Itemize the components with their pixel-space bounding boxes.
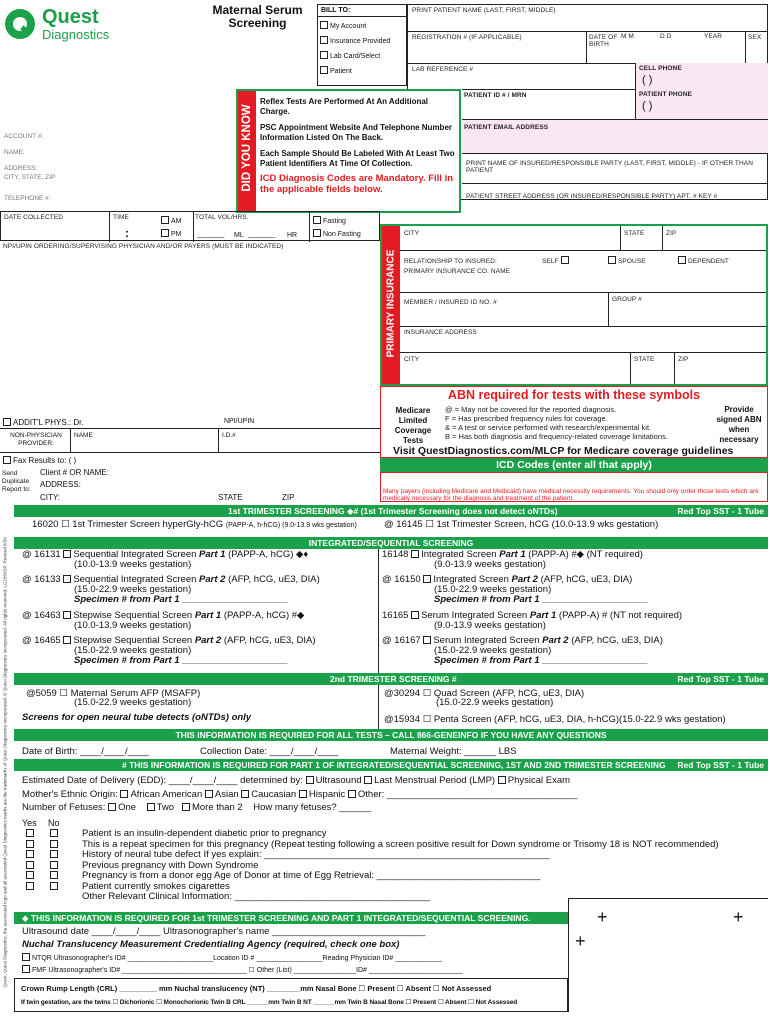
test-gestation: (10.0-13.9 weeks gestation) [74, 620, 192, 631]
no-label: No [48, 818, 60, 828]
test-30294-sub: (15.0-22.9 weeks gestation) [436, 697, 554, 708]
no-checkbox[interactable] [50, 861, 58, 869]
abn-title: ABN required for tests with these symbols [447, 388, 701, 402]
abn-items: @ = May not be covered for the reported diagnosis. F = Has prescribed frequency rules for coverage. & = A test or service performed with research/experimental kit. B = Has both diagnosis and frequency-related coverage limitations. [445, 405, 668, 441]
quest-logo-icon [4, 8, 38, 42]
yesno-text: Patient is an insulin-dependent diabetic prior to pregnancy [82, 828, 327, 839]
patient-email-field[interactable]: PATIENT EMAIL ADDRESS [462, 119, 768, 153]
mat-dob-field[interactable]: Date of Birth: ____/____/____ [22, 746, 149, 757]
checkbox[interactable] [498, 776, 506, 784]
test-part: Part 2 [542, 635, 569, 646]
integrated-left-col [22, 550, 374, 672]
crl-box [14, 978, 568, 1012]
ins-zip-field[interactable]: ZIP [678, 356, 689, 363]
checkbox[interactable] [348, 790, 356, 798]
rel-self[interactable]: SELF [542, 256, 571, 265]
ins-city-field[interactable]: CITY [404, 356, 420, 363]
test-gestation: (9.0-13.9 weeks gestation) [434, 559, 546, 570]
npi-physician-field[interactable]: NPI/UPIN ORDERING/SUPERVISING PHYSICIAN AND/OR PAYERS (MUST BE INDICATED) [3, 243, 284, 250]
checkbox[interactable] [63, 611, 71, 619]
mat-collection-date[interactable]: Collection Date: ____/____/____ [200, 746, 339, 757]
test-name: Stepwise Sequential Screen [73, 635, 193, 646]
edd-field[interactable]: Estimated Date of Delivery (EDD): ____/____/____ determined by: [22, 775, 303, 786]
addtl-phys-field[interactable]: ADDIT'L PHYS.: Dr. [3, 418, 84, 427]
checkbox[interactable] [241, 790, 249, 798]
test-part: Part 2 [511, 574, 538, 585]
account-csz[interactable]: CITY, STATE, ZIP [4, 174, 56, 181]
checkbox[interactable] [608, 256, 616, 264]
checkbox[interactable] [22, 965, 30, 973]
test-5059-sub: (15.0-22.9 weeks gestation) [74, 697, 192, 708]
ontd-note: Screens for open neural tube detects (oNTDs) only [22, 712, 252, 723]
test-name: Sequential Integrated Screen [73, 549, 197, 560]
cell-phone-field[interactable]: CELL PHONE ( ) [635, 63, 768, 89]
req-part1-bar: # THIS INFORMATION IS REQUIRED FOR PART 1 OF INTEGRATED/SEQUENTIAL SCREENING, 1ST AND 2ND TRIMESTER SCREENING Red Top SST - 1 Tube [14, 759, 768, 771]
test-detail: (PAPP-A, hCG) #◆ [223, 610, 305, 621]
insurance-co-field[interactable]: PRIMARY INSURANCE CO. NAME [404, 268, 511, 275]
checkbox[interactable] [3, 456, 11, 464]
yes-checkbox[interactable] [26, 840, 34, 848]
bill-lab-card[interactable]: Lab Card/Select [320, 49, 404, 64]
dob-label: DATE OF BIRTH [589, 34, 618, 48]
twins-row[interactable]: If twin gestation, are the twins ☐ Dichorionic ☐ Monochorionic Twin B CRL ______mm Twin B NT ______mm Twin B Nasal Bone ☐ Present ☐ Absent ☐ Not Assessed [21, 999, 518, 1006]
no-checkbox[interactable] [50, 829, 58, 837]
test-gestation: (10.0-13.9 weeks gestation) [74, 559, 192, 570]
integrated-test[interactable] [382, 611, 766, 631]
account-name[interactable]: NAME: [4, 149, 25, 156]
test-16145[interactable]: @ 16145 ☐ 1st Trimester Screen, hCG (10.0-13.9 wks gestation) [384, 519, 659, 530]
sec1-bar: 1st TRIMESTER SCREENING ◆# (1st Trimester Screening does not detect oNTDs) Red Top SST - 1 Tube [14, 505, 768, 517]
icd-title: ICD Codes (enter all that apply) [380, 458, 768, 472]
checkbox[interactable] [108, 803, 116, 811]
primary-insurance-side: PRIMARY INSURANCE [385, 249, 397, 358]
integrated-test[interactable] [22, 550, 374, 570]
test-name: Integrated Screen [421, 549, 497, 560]
edd-block [22, 775, 768, 814]
dob-year[interactable]: YEAR [704, 33, 723, 40]
abn-box [380, 386, 768, 458]
test-name: Sequential Integrated Screen [73, 574, 197, 585]
patient-info-grid [407, 4, 768, 200]
checkbox[interactable] [63, 636, 71, 644]
send-duplicate-label: Send Duplicate Report to: [2, 470, 31, 493]
did-you-know-box [236, 89, 461, 213]
no-checkbox[interactable] [50, 850, 58, 858]
test-name: Serum Integrated Screen [433, 635, 540, 646]
rel-spouse[interactable]: SPOUSE [608, 256, 646, 265]
test-code: @ 16465 [22, 635, 61, 646]
specimen-field[interactable]: Specimen # from Part 1 ____________________ [74, 594, 288, 605]
test-code: 16148 [382, 549, 409, 560]
test-gestation: (15.0-22.9 weeks gestation) [434, 584, 552, 595]
checkbox[interactable] [205, 790, 213, 798]
no-checkbox[interactable] [50, 882, 58, 890]
checkbox[interactable] [411, 550, 419, 558]
test-detail: (PAPP-A, hCG) ◆♦ [228, 549, 309, 560]
crl-row[interactable]: Crown Rump Length (CRL) _________ mm Nuchal translucency (NT) ________mm Nasal Bone ☐ Present ☐ Absent ☐ Not Assessed [21, 984, 492, 993]
test-code: 16165 [382, 610, 409, 621]
edd-row [22, 775, 768, 787]
ultrasound-block [22, 926, 570, 977]
yesno-text: Pregnancy is from a donor egg Age of Donor at time of Egg Retrieval: _______________________________ [82, 870, 541, 881]
am-option[interactable]: AM [161, 216, 182, 225]
yesno-text: History of neural tube defect If yes explain: ______________________________________________________ [82, 849, 550, 860]
checkbox[interactable] [561, 256, 569, 264]
specimen-field[interactable]: Specimen # from Part 1 ____________________ [434, 594, 648, 605]
patient-name-field[interactable]: PRINT PATIENT NAME (LAST, FIRST, MIDDLE) [412, 7, 556, 14]
form-title [200, 4, 315, 30]
yes-checkbox[interactable] [26, 861, 34, 869]
test-part: Part 1 [529, 610, 557, 621]
bill-my-account[interactable]: My Account [320, 19, 404, 34]
street-address-field[interactable]: PATIENT STREET ADDRESS (OR INSURED/RESPONSIBLE PARTY) APT. # KEY # [466, 193, 718, 200]
test-detail: (PAPP-A) #◆ (NT required) [528, 549, 643, 560]
icd-note: Many payers (including Medicare and Medicaid) have medical necessity requirements. You should only order those tests which are medically necessary for the diagnosis and treatment of the patient. [383, 488, 759, 502]
checkbox[interactable] [320, 36, 328, 44]
lmp-option[interactable]: Last Menstrual Period (LMP) [364, 775, 495, 786]
test-detail: (AFP, hCG, uE3, DIA) [223, 635, 316, 646]
city-field[interactable]: CITY [404, 230, 420, 237]
ntqr-row[interactable]: NTQR Ultrasonographer's ID# ______________________Location ID # _________________Reading Physician ID# ____________ [22, 953, 570, 965]
test-code: @ 16133 [22, 574, 61, 585]
sec2-bar: INTEGRATED/SEQUENTIAL SCREENING [14, 537, 768, 549]
patient-phone-field[interactable]: PATIENT PHONE ( ) [635, 89, 768, 119]
test-gestation: (9.0-13.9 weeks gestation) [434, 620, 546, 631]
relationship-label: RELATIONSHIP TO INSURED: [404, 258, 497, 265]
ethnic-row: Mother's Ethnic Origin: African American Asian Caucasian Hispanic Other: ____________________________________ [22, 789, 578, 800]
checkbox[interactable] [120, 790, 128, 798]
dob-month[interactable]: M M [621, 33, 634, 40]
no-checkbox[interactable] [50, 871, 58, 879]
nonfasting-option[interactable]: Non Fasting [313, 229, 361, 238]
test-detail: (PAPP-A) # (NT not required) [558, 610, 683, 621]
checkbox[interactable] [313, 229, 321, 237]
account-number[interactable]: ACCOUNT #: [4, 133, 44, 140]
nonphysician-label: NON-PHYSICIAN PROVIDER: [10, 432, 62, 447]
checkbox[interactable] [320, 51, 328, 59]
test-part: Part 1 [499, 549, 526, 560]
side-legal-note: Quest, Quest Diagnostics, the associated logo and all associated Quest Diagnostics marks are the trademarks of Quest Diagnostics Incorporated. © Quest Diagnostics Incorporated. All rights reserved. LG1850SP. Revised 6/20 [2, 537, 8, 988]
fmf-row[interactable]: FMF Ultrasonographer's ID# ________________________________ ☐ Other (List) ________________ID# ________________________ [22, 965, 570, 977]
yesno-text: Other Relevant Clinical Information: _____________________________________ [82, 891, 431, 902]
test-detail: (AFP, hCG, uE3, DIA) [540, 574, 633, 585]
checkbox[interactable] [320, 66, 328, 74]
test-16020[interactable]: 16020 ☐ 1st Trimester Screen hyperGly-hCG (PAPP-A, h-hCG) (9.0-13.9 wks gestation) [32, 519, 357, 530]
checkbox[interactable] [182, 803, 190, 811]
us-option[interactable]: Ultrasound [306, 775, 362, 786]
dup-city-field[interactable]: CITY: [40, 493, 61, 502]
no-checkbox[interactable] [50, 840, 58, 848]
checkbox[interactable] [299, 790, 307, 798]
account-address[interactable]: ADDRESS: [4, 165, 38, 172]
yesno-text: This is a repeat specimen for this pregnancy (Repeat testing following a screen positive result for Down syndrome or Trisomy 18 is NOT recommended) [82, 838, 719, 850]
test-name: Integrated Screen [433, 574, 509, 585]
checkbox[interactable] [313, 216, 321, 224]
dyk-item-label: Each Sample Should Be Labeled With At Least Two Patient Identifiers At Time Of Collection. [260, 149, 455, 168]
checkbox[interactable] [22, 953, 30, 961]
ultrasound-date-field[interactable]: Ultrasound date ____/____/____ Ultrasonographer's name _____________________________ [22, 926, 426, 937]
client-field[interactable]: Client # OR NAME: [40, 468, 109, 477]
test-30294[interactable]: @30294 ☐ Quad Screen (AFP, hCG, uE3, DIA) [384, 688, 585, 699]
specimen-field[interactable]: Specimen # from Part 1 ____________________ [434, 655, 648, 666]
bill-to-label: BILL TO: [318, 5, 406, 17]
dyk-item-psc: PSC Appointment Website And Telephone Number Information Listed On The Back. [260, 123, 453, 142]
patient-id-field[interactable]: PATIENT ID # / MRN [464, 92, 527, 99]
bill-patient[interactable]: Patient [320, 64, 404, 79]
nonphys-id-field[interactable]: I.D.# [222, 432, 236, 439]
yes-checkbox[interactable] [26, 829, 34, 837]
test-gestation: (15.0-22.9 weeks gestation) [74, 584, 192, 595]
account-telephone[interactable]: TELEPHONE #: [4, 195, 51, 202]
dup-address-field[interactable]: ADDRESS: [40, 480, 81, 489]
dup-state-field[interactable]: STATE [218, 493, 243, 502]
checkbox[interactable] [147, 803, 155, 811]
test-15934[interactable]: @15934 ☐ Penta Screen (AFP, hCG, uE3, DIA, h-hCG)(15.0-22.9 wks gestation) [384, 714, 726, 725]
addtl-npi-field[interactable]: NPI/UPIN [224, 418, 255, 425]
lab-reference-field[interactable]: LAB REFERENCE # [412, 66, 474, 73]
test-name: Stepwise Sequential Screen [73, 610, 193, 621]
sec3-bar: 2nd TRIMESTER SCREENING # Red Top SST - 1 Tube [14, 673, 768, 685]
account-block [4, 132, 232, 203]
test-detail: (AFP, hCG, uE3, DIA) [228, 574, 320, 585]
dup-zip-field[interactable]: ZIP [282, 493, 295, 502]
checkbox[interactable] [306, 776, 314, 784]
zip-field[interactable]: ZIP [666, 230, 677, 237]
test-gestation: (15.0-22.9 weeks gestation) [74, 645, 192, 656]
test-code: @ 16167 [382, 635, 421, 646]
yes-checkbox[interactable] [26, 850, 34, 858]
abn-url: Visit QuestDiagnostics.com/MLCP for Medicare coverage guidelines [393, 445, 734, 457]
specimen-field[interactable]: Specimen # from Part 1 ____________________ [74, 655, 288, 666]
integrated-test[interactable] [22, 636, 374, 666]
checkbox[interactable] [3, 418, 11, 426]
fax-results-field[interactable]: Fax Results to: ( ) [3, 456, 76, 465]
fasting-option[interactable]: Fasting [313, 216, 346, 225]
bill-to-box [317, 4, 407, 86]
checkbox[interactable] [678, 256, 686, 264]
test-part: Part 1 [194, 610, 222, 621]
bill-insurance[interactable]: Insurance Provided [320, 34, 404, 49]
test-code: @ 16131 [22, 549, 61, 560]
additional-phys-block [0, 416, 380, 506]
integrated-test[interactable] [22, 611, 374, 631]
integrated-right-col [382, 550, 766, 672]
logo-name: Quest [42, 6, 99, 28]
test-code: @ 16463 [22, 610, 61, 621]
abn-left: Medicare Limited Coverage Tests [394, 406, 432, 445]
yes-label: Yes [22, 818, 37, 828]
test-detail: (AFP, hCG, uE3, DIA) [571, 635, 663, 646]
yes-checkbox[interactable] [26, 882, 34, 890]
specimen-label-area: + + + [568, 898, 768, 1012]
sex-field[interactable]: SEX [748, 34, 762, 41]
checkbox[interactable] [423, 575, 431, 583]
test-gestation: (15.0-22.9 weeks gestation) [434, 645, 552, 656]
checkbox[interactable] [63, 550, 71, 558]
yesno-text: Patient currently smokes cigarettes [82, 880, 230, 892]
rel-dependent[interactable]: DEPENDENT [678, 256, 729, 265]
abn-right: Provide signed ABN when necessary [716, 405, 762, 444]
yes-checkbox[interactable] [26, 871, 34, 879]
ins-state-field[interactable]: STATE [634, 356, 655, 363]
date-collected-field[interactable]: DATE COLLECTED [4, 214, 64, 221]
integrated-test[interactable] [22, 575, 374, 605]
checkbox[interactable] [423, 636, 431, 644]
group-field[interactable]: GROUP # [612, 296, 642, 303]
test-part: Part 1 [199, 549, 226, 560]
checkbox[interactable] [161, 216, 169, 224]
integrated-test[interactable] [382, 636, 766, 666]
req-all-bar: THIS INFORMATION IS REQUIRED FOR ALL TESTS – CALL 866-GENEINFO IF YOU HAVE ANY QUESTIONS [14, 729, 768, 741]
req-1st-bar: ◆ THIS INFORMATION IS REQUIRED FOR 1st TRIMESTER SCREENING AND PART 1 INTEGRATED/SEQUENTIAL SCREENING. [14, 912, 568, 924]
test-part: Part 2 [199, 574, 226, 585]
checkbox[interactable] [364, 776, 372, 784]
registration-field[interactable]: REGISTRATION # (IF APPLICABLE) [412, 34, 522, 41]
checkbox[interactable] [411, 611, 419, 619]
title-line1: Maternal Serum [212, 3, 303, 17]
test-name: Serum Integrated Screen [421, 610, 528, 621]
checkbox[interactable] [161, 229, 169, 237]
yesno-list [26, 829, 766, 903]
did-you-know-side: DID YOU KNOW [241, 104, 253, 192]
integrated-test[interactable] [382, 550, 766, 570]
quest-logo [4, 6, 134, 46]
logo-name2: Diagnostics [42, 27, 110, 42]
insurance-address-field[interactable]: INSURANCE ADDRESS [404, 329, 477, 336]
pe-option[interactable]: Physical Exam [498, 775, 570, 786]
integrated-test[interactable] [382, 575, 766, 605]
total-vol-field[interactable]: TOTAL VOL/HRS. [195, 214, 249, 221]
dyk-item-icd: ICD Diagnosis Codes are Mandatory. Fill in the applicable fields below. [260, 173, 454, 195]
pm-option[interactable]: PM [161, 229, 182, 238]
agency-label: Nuchal Translucency Measurement Credentialing Agency (required, check one box) [22, 939, 400, 950]
mat-weight-field[interactable]: Maternal Weight: ______ LBS [390, 746, 517, 757]
test-part: Part 2 [194, 635, 222, 646]
member-id-field[interactable]: MEMBER / INSURED ID NO. # [404, 299, 497, 306]
nonphys-name-field[interactable]: NAME [74, 432, 93, 439]
title-line2: Screening [228, 16, 287, 30]
primary-insurance-box [380, 224, 768, 386]
time-field[interactable]: TIME [113, 214, 129, 221]
dob-day[interactable]: D D [660, 33, 672, 40]
test-5059[interactable]: @5059 ☐ Maternal Serum AFP (MSAFP) [26, 688, 201, 699]
collection-box: DATE COLLECTED TIME : AM PM TOTAL VOL/HRS. _______ ML _______ HR Fasting Non Fasting [0, 211, 380, 241]
dyk-item-reflex: Reflex Tests Are Performed At An Additional Charge. [260, 97, 429, 116]
test-code: @ 16150 [382, 574, 421, 585]
checkbox[interactable] [320, 21, 328, 29]
fetuses-row: Number of Fetuses: One Two More than 2 How many fetuses? ______ [22, 802, 371, 813]
insured-name-field[interactable]: PRINT NAME OF INSURED/RESPONSIBLE PARTY (LAST, FIRST, MIDDLE) - IF OTHER THAN PATIENT [466, 160, 754, 174]
state-field[interactable]: STATE [624, 230, 645, 237]
yesno-text: Previous pregnancy with Down Syndrome [82, 859, 259, 871]
checkbox[interactable] [63, 575, 71, 583]
